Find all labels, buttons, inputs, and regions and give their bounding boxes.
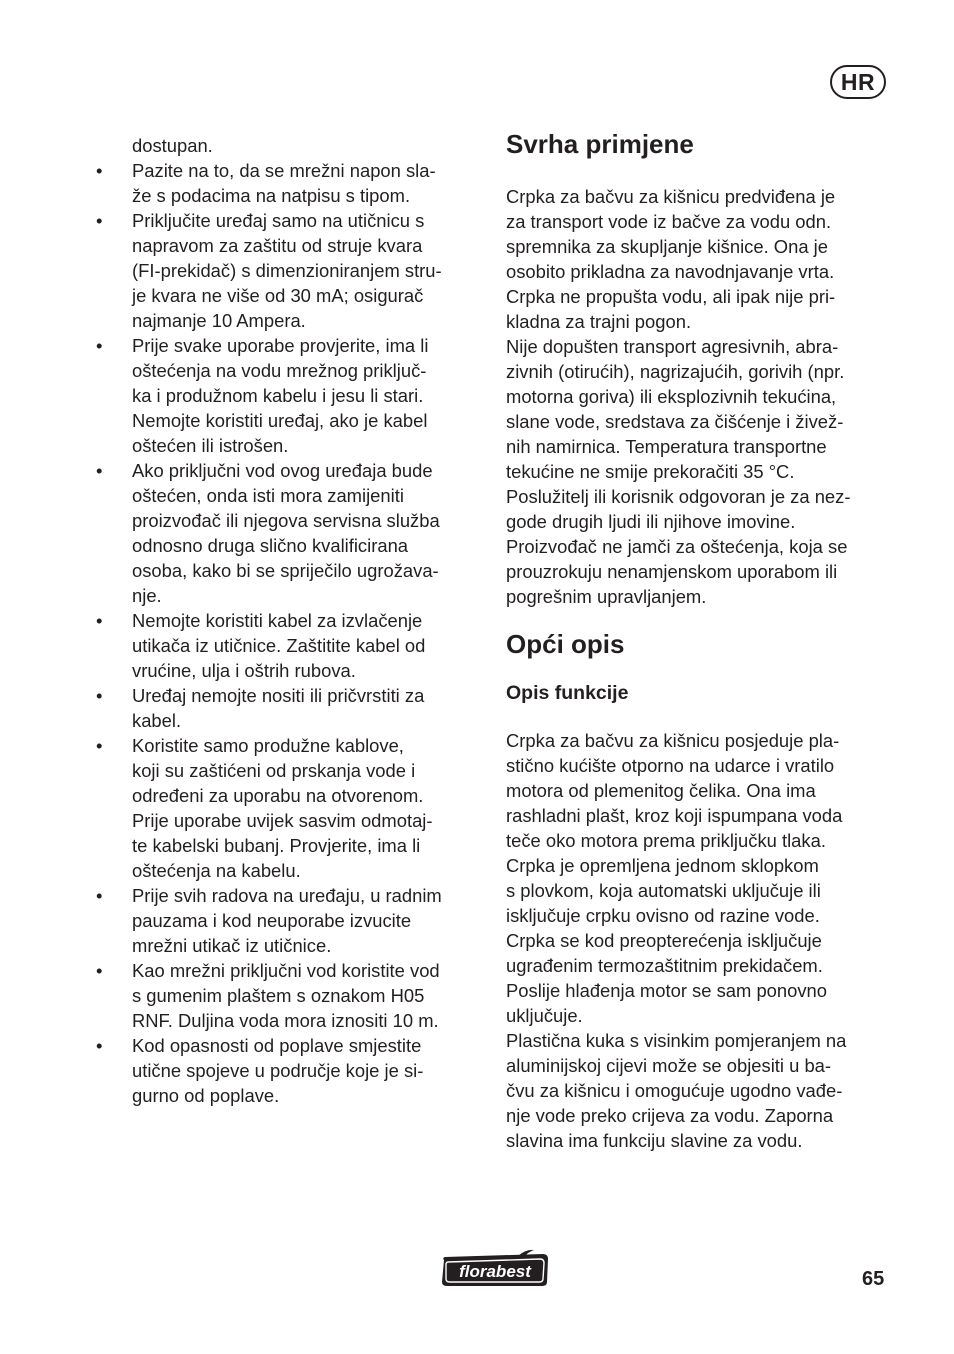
bullet-icon: • [96,735,103,756]
right-column [506,126,906,1153]
list-item-text: Nemojte koristiti kabel za izvlačenje utikača iz utičnice. Zaštitite kabel od vrućine, ulja i oštrih rubova. [132,610,426,681]
bullet-icon: • [96,685,103,706]
list-item-text: Prije svih radova na uređaju, u radnim pauzama i kod neuporabe izvucite mrežni utikač iz utičnice. [132,885,442,956]
svrha-paragraph: Crpka za bačvu za kišnicu predviđena je za transport vode iz bačve za vodu odn. spremnika za skupljanje kišnice. Ona je osobito prikladna za navodnjavanje vrta. Crpka ne propušta vodu, ali ipak nije pri- kladna za trajni pogon. [506,186,836,332]
svrha-paragraph: Nije dopušten transport agresivnih, abra- zivnih (otirućih), nagrizajućih, gorivih (npr. motorna goriva) ili eksplozivnih tekućina, slane vode, sredstava za čišćenje i živež- nih namirnica. Temperatura transportne tekućine ne smije prekoračiti 35 °C. [506,336,845,482]
bullet-icon: • [96,160,103,181]
list-item [96,458,486,608]
bullet-icon: • [96,460,103,481]
list-item-text: Kao mrežni priključni vod koristite vod s gumenim plaštem s oznakom H05 RNF. Duljina voda mora iznositi 10 m. [132,960,440,1031]
list-item [96,158,486,208]
opis-paragraph: Plastična kuka s visinkim pomjeranjem na aluminijskoj cijevi može se objesiti u ba- čvu za kišnicu i omogućuje ugodno vađe- nje vode preko crijeva za vodu. Zaporna slavina ima funkciju slavine za vodu. [506,1030,847,1151]
bullet-icon: • [96,960,103,981]
florabest-logo [440,1248,550,1288]
bullet-icon: • [96,335,103,356]
list-item [96,208,486,333]
svrha-paragraph: Poslužitelj ili korisnik odgovoran je za nez- gode drugih ljudi ili njihove imovine. [506,486,851,532]
list-item [96,883,486,958]
list-item [96,733,486,883]
opis-paragraph: Crpka je opremljena jednom sklopkom s plovkom, koja automatski uključuje ili isključuje crpku ovisno od razine vode. [506,855,821,926]
list-item-text: Kod opasnosti od poplave smjestite utične spojeve u područje koje je si- gurno od poplave. [132,1035,424,1106]
list-item-text: Ako priključni vod ovog uređaja bude oštećen, onda isti mora zamijeniti proizvođač ili njegova servisna služba odnosno druga slično kvalificirana osoba, kako bi se spriječilo ugrožava- nje. [132,460,440,606]
list-item-text: Prije svake uporabe provjerite, ima li oštećenja na vodu mrežnog priključ- ka i produžnom kabelu i jesu li stari. Nemojte koristiti uređaj, ako je kabel oštećen ili istrošen. [132,335,429,456]
brand-name: florabest [459,1262,531,1281]
svrha-paragraph: Proizvođač ne jamči za oštećenja, koja se prouzrokuju nenamjenskom uporabom ili pogrešnim upravljanjem. [506,536,848,607]
continuation-text: dostupan. [132,135,213,156]
list-item-text: Priključite uređaj samo na utičnicu s napravom za zaštitu od struje kvara (FI-prekidač) s dimenzioniranjem stru- je kvara ne više od 30 mA; osigurač najmanje 10 Ampera. [132,210,442,331]
opis-paragraph: Crpka za bačvu za kišnicu posjeduje pla- stično kućište otporno na udarce i vratilo motora od plemenitog čelika. Ona ima rashladni plašt, kroz koji ispumpana voda teče oko motora prema priključku tlaka. [506,730,843,851]
section-title-opis: Opći opis [506,629,625,659]
language-badge-label: HR [840,68,876,95]
bullet-icon: • [96,1035,103,1056]
bullet-icon: • [96,610,103,631]
opis-paragraph: Crpka se kod preopterećenja isključuje ugrađenim termozaštitnim prekidačem. Poslije hlađenja motor se sam ponovno uključuje. [506,930,828,1026]
list-item-text: Pazite na to, da se mrežni napon sla- že s podacima na natpisu s tipom. [132,160,436,206]
page-number: 65 [862,1268,885,1290]
list-item-text: Koristite samo produžne kablove, koji su zaštićeni od prskanja vode i određeni za uporabu na otvorenom. Prije uporabe uvijek sasvim odmotaj- te kabelski bubanj. Provjerite, ima li oštećenja na kabelu. [132,735,433,881]
list-item [96,1033,486,1108]
section-title-svrha: Svrha primjene [506,129,694,159]
language-badge [830,65,886,99]
list-item [96,683,486,733]
list-item [96,608,486,683]
list-item-text: Uređaj nemojte nositi ili pričvrstiti za kabel. [132,685,425,731]
list-item [96,958,486,1033]
bullet-icon: • [96,210,103,231]
list-item [96,333,486,458]
left-column [96,133,486,1108]
safety-list [96,158,486,1108]
subsection-title-opis-funkcije: Opis funkcije [506,682,629,704]
bullet-icon: • [96,885,103,906]
